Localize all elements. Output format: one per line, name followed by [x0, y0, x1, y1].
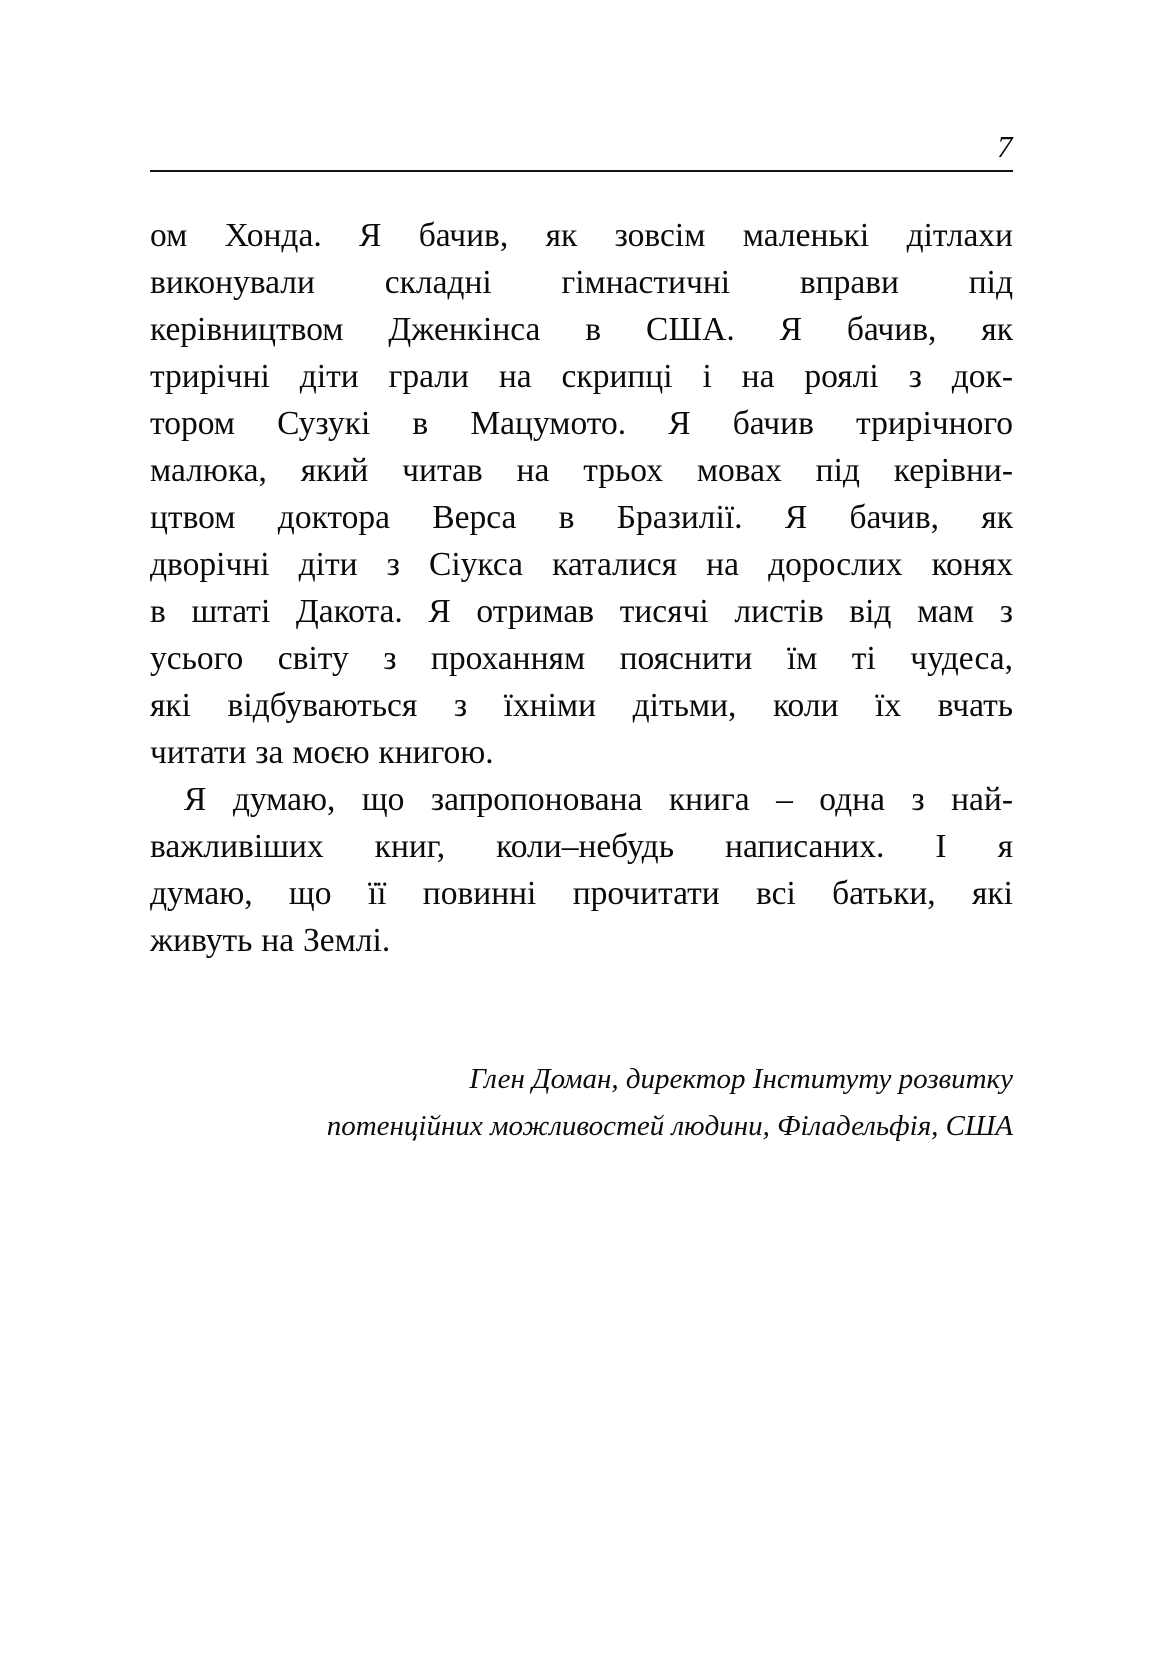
page-number: 7 — [997, 129, 1013, 164]
text-line: усього світу з проханням пояснити їм ті чудеса, — [150, 640, 1013, 677]
text-line: трирічні діти грали на скрипці і на роялі з док- — [150, 358, 1013, 395]
text-line: тором Сузукі в Мацумото. Я бачив трирічного — [150, 405, 1013, 442]
running-head — [150, 120, 1013, 172]
text-line: Я думаю, що запропонована книга – одна з най- — [184, 781, 1013, 818]
text-line: важливіших книг, коли–небудь написаних. І я — [150, 828, 1013, 865]
text-line: в штаті Дакота. Я отримав тисячі листів від мам з — [150, 593, 1013, 630]
header-divider — [150, 170, 1013, 172]
text-line: які відбуваються з їхніми дітьми, коли їх вчать — [150, 687, 1013, 724]
text-line: керівництвом Дженкінса в США. Я бачив, як — [150, 311, 1013, 348]
text-line: цтвом доктора Верса в Бразилії. Я бачив, як — [150, 499, 1013, 536]
text-line: думаю, що її повинні прочитати всі батьки, які — [150, 875, 1013, 912]
text-line: читати за моєю книгою. — [150, 734, 494, 771]
attribution-line: потенційних можливостей людини, Філадельфія, США — [326, 1110, 1013, 1142]
body-text — [150, 212, 1013, 964]
paragraph — [150, 212, 1013, 776]
attribution-line: Глен Доман, директор Інституту розвитку — [469, 1063, 1013, 1095]
text-line: ом Хонда. Я бачив, як зовсім маленькі дітлахи — [150, 217, 1013, 254]
text-line: виконували складні гімнастичні вправи під — [150, 264, 1013, 301]
paragraph — [150, 776, 1013, 964]
attribution-block — [150, 1056, 1013, 1150]
page-content — [150, 120, 1013, 1150]
text-line: дворічні діти з Сіукса каталися на дорослих конях — [150, 546, 1013, 583]
text-line: живуть на Землі. — [150, 922, 391, 959]
text-line: малюка, який читав на трьох мовах під керівни- — [150, 452, 1013, 489]
